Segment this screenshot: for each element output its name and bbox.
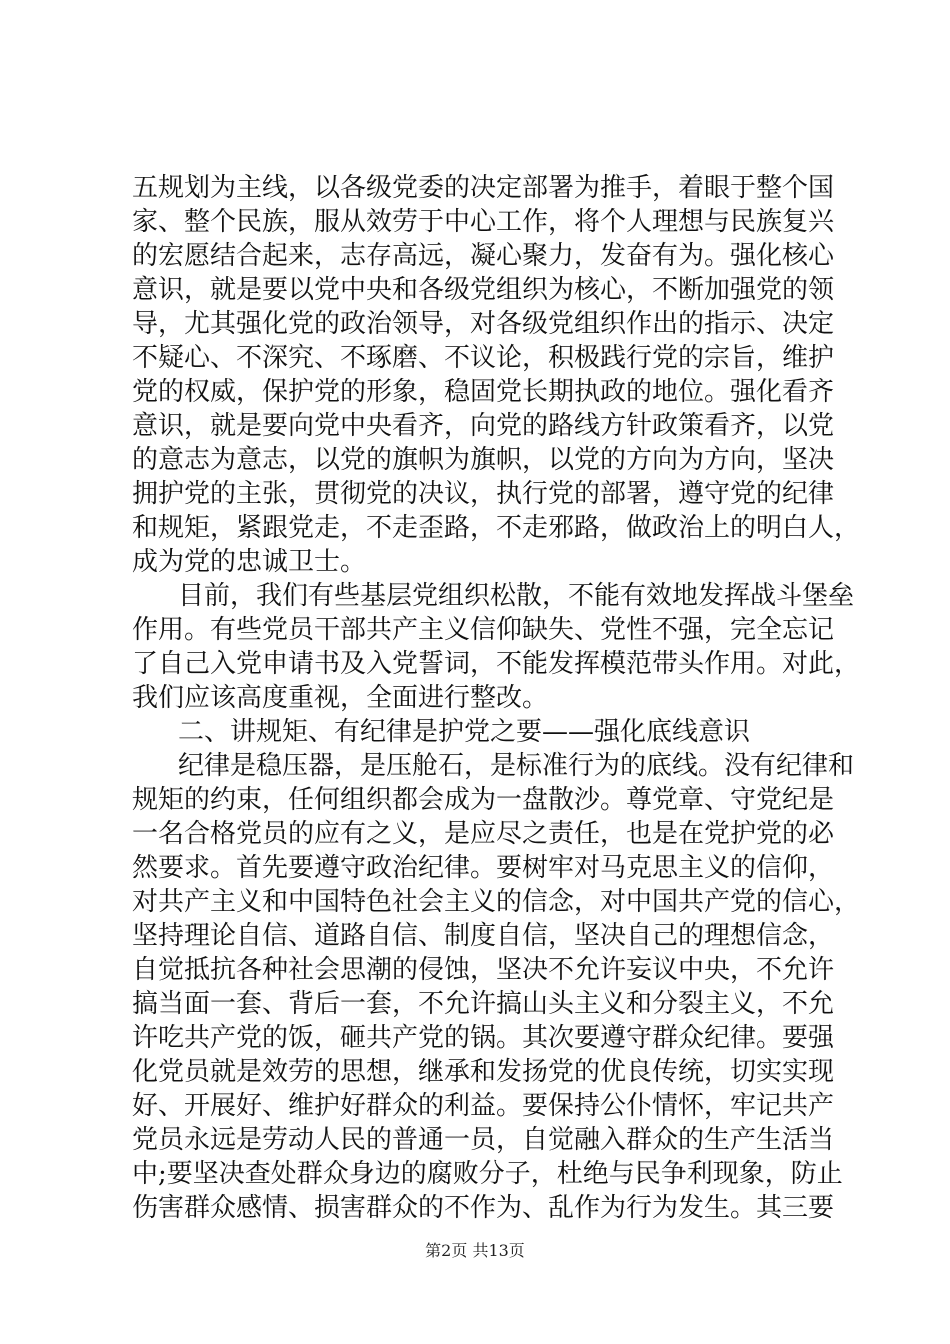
text-line: 搞当面一套、背后一套，不允许搞山头主义和分裂主义，不允 bbox=[132, 989, 835, 1019]
text-line: 党的权威，保护党的形象，稳固党长期执政的地位。强化看齐 bbox=[132, 377, 835, 407]
page-footer: 第2页 共13页 bbox=[425, 1241, 525, 1260]
text-line: 对共产主义和中国特色社会主义的信念，对中国共产党的信心， bbox=[132, 887, 861, 917]
text-line: 然要求。首先要遵守政治纪律。要树牢对马克思主义的信仰， bbox=[132, 853, 835, 883]
text-line: 好、开展好、维护好群众的利益。要保持公仆情怀，牢记共产 bbox=[132, 1091, 835, 1121]
text-line: 我们应该高度重视，全面进行整改。 bbox=[132, 683, 549, 713]
text-line: 许吃共产党的饭，砸共产党的锅。其次要遵守群众纪律。要强 bbox=[132, 1023, 835, 1053]
text-line: 自觉抵抗各种社会思潮的侵蚀，坚决不允许妄议中央，不允许 bbox=[132, 955, 835, 985]
text-line: 和规矩，紧跟党走，不走歪路，不走邪路，做政治上的明白人， bbox=[132, 513, 861, 543]
text-line: 了自己入党申请书及入党誓词，不能发挥模范带头作用。对此， bbox=[132, 649, 861, 679]
text-line: 成为党的忠诚卫士。 bbox=[132, 547, 367, 577]
text-line: 家、整个民族，服从效劳于中心工作，将个人理想与民族复兴 bbox=[132, 207, 835, 237]
text-line: 作用。有些党员干部共产主义信仰缺失、党性不强，完全忘记 bbox=[132, 615, 835, 645]
text-line: 五规划为主线，以各级党委的决定部署为推手，着眼于整个国 bbox=[132, 173, 835, 203]
text-line: 意识，就是要以党中央和各级党组织为核心，不断加强党的领 bbox=[132, 275, 835, 305]
text-line: 化党员就是效劳的思想，继承和发扬党的优良传统，切实实现 bbox=[132, 1057, 835, 1087]
text-line: 的意志为意志，以党的旗帜为旗帜，以党的方向为方向，坚决 bbox=[132, 445, 835, 475]
text-line: 拥护党的主张，贯彻党的决议，执行党的部署，遵守党的纪律 bbox=[132, 479, 835, 509]
text-line: 中;要坚决查处群众身边的腐败分子，杜绝与民争利现象，防止 bbox=[132, 1159, 843, 1189]
text-line: 坚持理论自信、道路自信、制度自信，坚决自己的理想信念， bbox=[132, 921, 835, 951]
text-line: 一名合格党员的应有之义，是应尽之责任，也是在党护党的必 bbox=[132, 819, 835, 849]
text-line: 党员永远是劳动人民的普通一员，自觉融入群众的生产生活当 bbox=[132, 1125, 835, 1155]
text-line: 导，尤其强化党的政治领导，对各级党组织作出的指示、决定 bbox=[132, 309, 835, 339]
paragraph-first-line: 目前，我们有些基层党组织松散，不能有效地发挥战斗堡垒 bbox=[178, 581, 855, 611]
paragraph-first-line: 纪律是稳压器，是压舱石，是标准行为的底线。没有纪律和 bbox=[178, 751, 855, 781]
text-line: 伤害群众感情、损害群众的不作为、乱作为行为发生。其三要 bbox=[132, 1193, 835, 1223]
text-line: 规矩的约束，任何组织都会成为一盘散沙。尊党章、守党纪是 bbox=[132, 785, 835, 815]
section-heading: 二、讲规矩、有纪律是护党之要——强化底线意识 bbox=[178, 717, 751, 747]
text-line: 不疑心、不深究、不琢磨、不议论，积极践行党的宗旨，维护 bbox=[132, 343, 835, 373]
text-line: 意识，就是要向党中央看齐，向党的路线方针政策看齐，以党 bbox=[132, 411, 835, 441]
text-line: 的宏愿结合起来，志存高远，凝心聚力，发奋有为。强化核心 bbox=[132, 241, 835, 271]
